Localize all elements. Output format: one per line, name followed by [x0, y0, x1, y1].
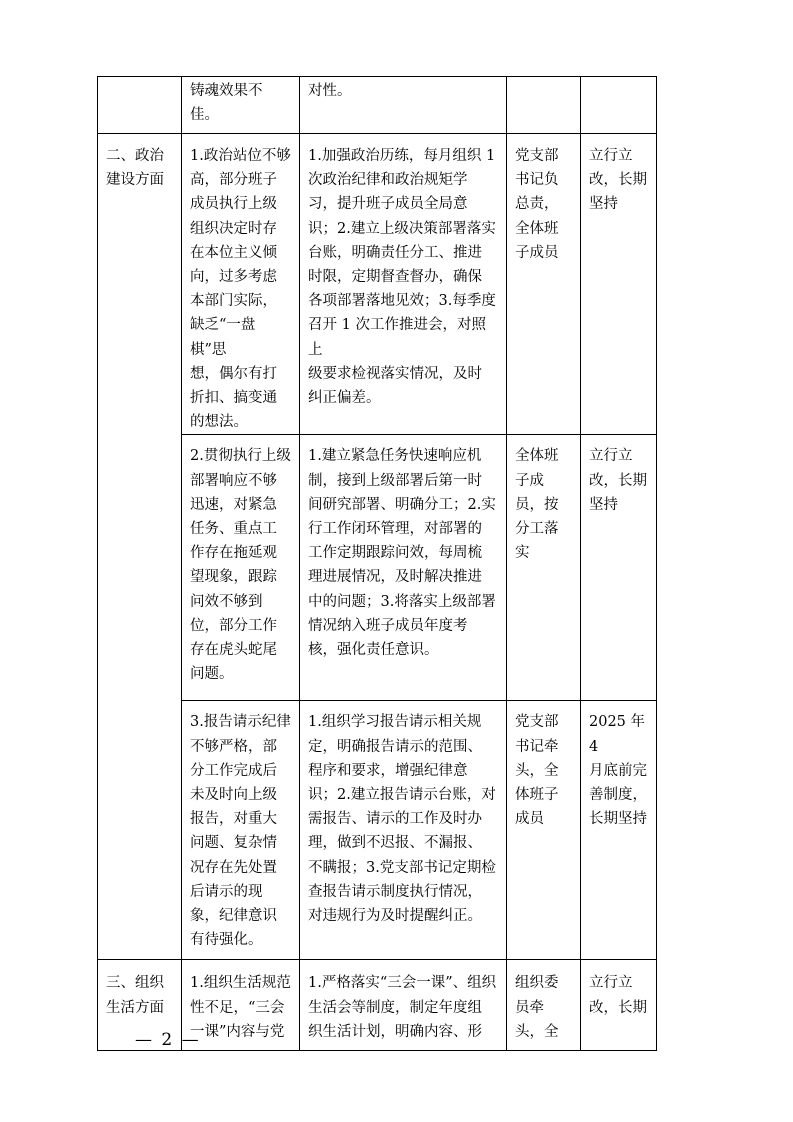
deadline-cell: 立行立 改，长期 坚持: [581, 435, 657, 701]
measures-cell: 1.严格落实“三会一课”、组织 生活会等制度，制定年度组 织生活计划，明确内容、形: [300, 960, 507, 1051]
problem-cell: 2.贯彻执行上级 部署响应不够 迅速，对紧急 任务、重点工 作存在拖延观 望现象，跟踪 问效不够到 位，部分工作 存在虎头蛇尾 问题。: [182, 435, 300, 701]
rectification-table: [97, 76, 657, 1051]
measures-cell: 1.组织学习报告请示相关规 定，明确报告请示的范围、 程序和要求，增强纪律意 识；2.建立报告请示台账，对 需报告、请示的工作及时办 理，做到不迟报、不漏报、 不瞒报；3.党支部书记定期检 查报告请示制度执行情况， 对违规行为及时提醒纠正。: [300, 701, 507, 960]
category-cell: 二、政治 建设方面: [98, 134, 182, 960]
deadline-cell: 立行立 改，长期 坚持: [581, 134, 657, 435]
responsible-cell: 党支部 书记负 总责， 全体班 子成员: [507, 134, 581, 435]
deadline-cell: [581, 77, 657, 134]
table-row: [98, 134, 657, 435]
problem-cell: 1.组织生活规范 性不足，“三会 一课”内容与党: [182, 960, 300, 1051]
measures-cell: 对性。: [300, 77, 507, 134]
responsible-cell: [507, 77, 581, 134]
responsible-cell: 全体班 子成 员，按 分工落 实: [507, 435, 581, 701]
problem-cell: 3.报告请示纪律 不够严格，部 分工作完成后 未及时向上级 报告，对重大 问题、复杂情 况存在先处置 后请示的现 象，纪律意识 有待强化。: [182, 701, 300, 960]
responsible-cell: 组织委 员牵 头，全: [507, 960, 581, 1051]
deadline-cell: 立行立 改，长期: [581, 960, 657, 1051]
page-number: — 2 —: [135, 1030, 201, 1050]
problem-cell: 铸魂效果不 佳。: [182, 77, 300, 134]
category-cell: [98, 77, 182, 134]
table-row: [98, 77, 657, 134]
table-row: [98, 701, 657, 960]
measures-cell: 1.建立紧急任务快速响应机 制，接到上级部署后第一时 间研究部署、明确分工；2.实 行工作闭环管理，对部署的 工作定期跟踪问效，每周梳 理进展情况，及时解决推进 中的问题；3.将落实上级部署 情况纳入班子成员年度考 核，强化责任意识。: [300, 435, 507, 701]
responsible-cell: 党支部 书记牵 头，全 体班子 成员: [507, 701, 581, 960]
deadline-cell: 2025 年 4 月底前完 善制度， 长期坚持: [581, 701, 657, 960]
category-cell: 三、组织 生活方面: [98, 960, 182, 1051]
table-row: [98, 435, 657, 701]
problem-cell: 1.政治站位不够 高，部分班子 成员执行上级 组织决定时存 在本位主义倾 向，过多考虑 本部门实际， 缺乏“一盘棋”思 想，偶尔有打 折扣、搞变通 的想法。: [182, 134, 300, 435]
measures-cell: 1.加强政治历练，每月组织 1 次政治纪律和政治规矩学 习，提升班子成员全局意 识；2.建立上级决策部署落实 台账，明确责任分工、推进 时限，定期督查督办，确保 各项部署落地见效；3.每季度 召开 1 次工作推进会，对照上 级要求检视落实情况，及时 纠正偏差。: [300, 134, 507, 435]
